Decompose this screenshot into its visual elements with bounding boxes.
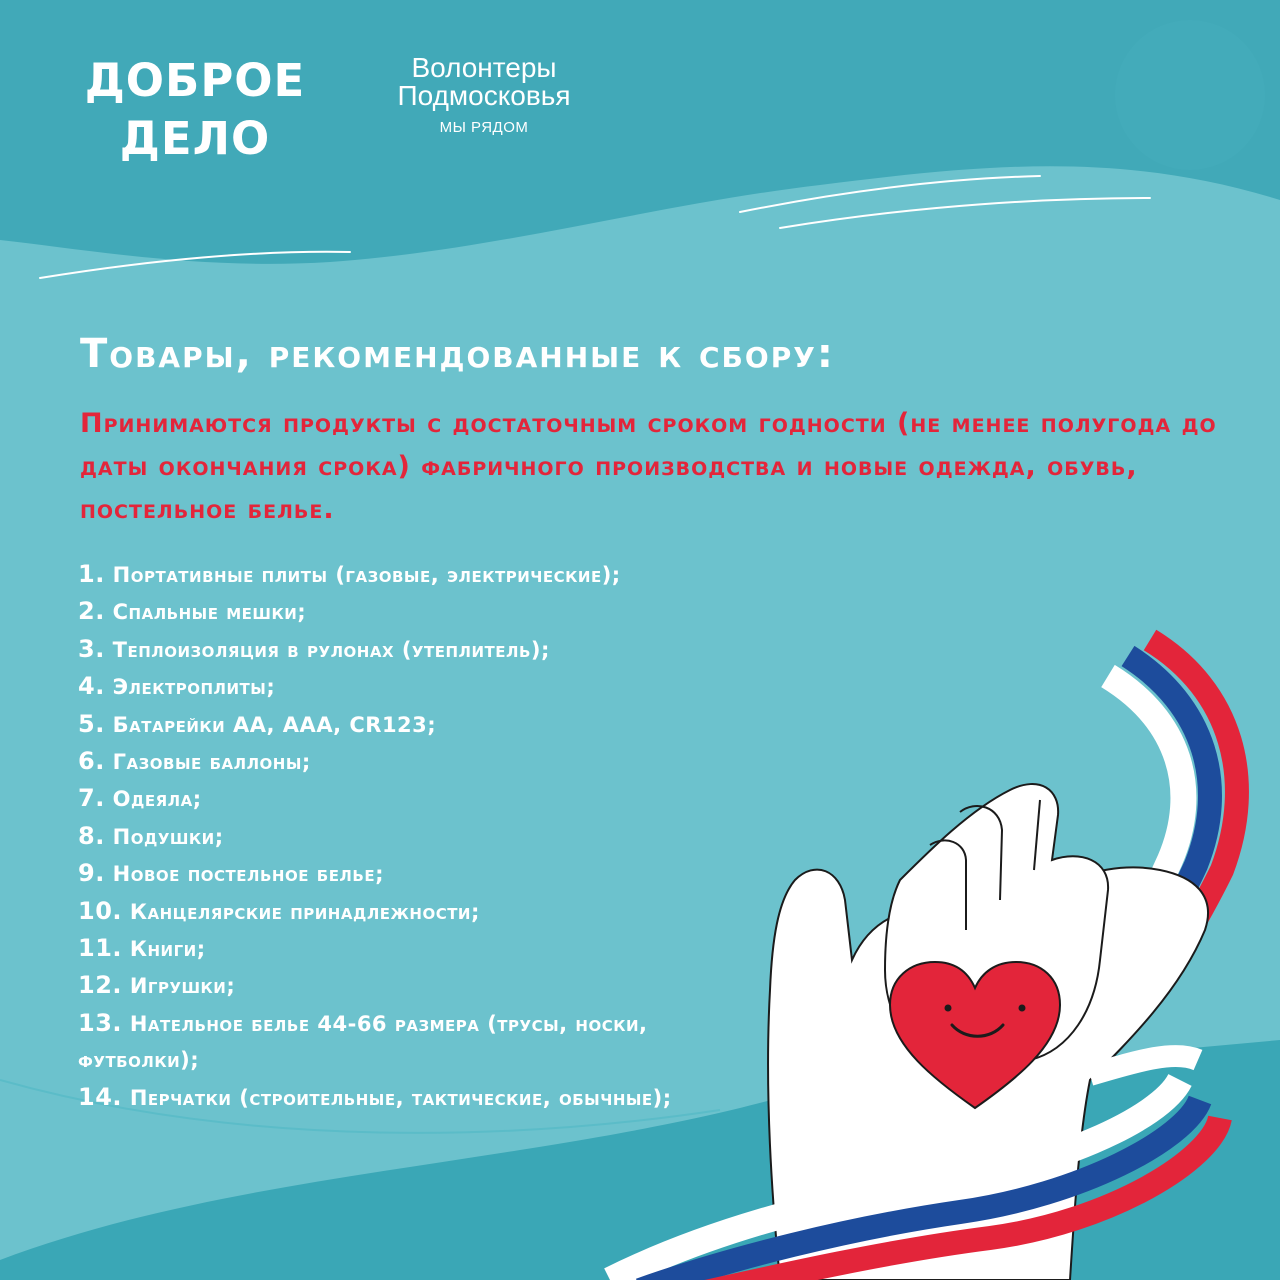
dobroe-delo-logo <box>80 52 310 168</box>
item-number: 14. <box>78 1082 123 1111</box>
page-title: Товары, рекомендованные к сбору: <box>80 331 835 377</box>
logo-line-2: ДЕЛО <box>119 112 271 165</box>
hands-heart-illustration <box>600 620 1280 1280</box>
item-number: 2. <box>78 597 105 626</box>
item-text: Одеяла; <box>112 787 202 812</box>
item-number: 6. <box>78 747 105 776</box>
volunteers-logo-line-2: Подмосковья <box>397 80 571 111</box>
item-number: 10. <box>78 896 123 925</box>
item-text: Перчатки (строительные, тактические, обычные); <box>129 1085 672 1110</box>
item-text: Электроплиты; <box>112 675 276 700</box>
volunteers-tagline: МЫ РЯДОМ <box>439 119 529 136</box>
item-number: 7. <box>78 784 105 813</box>
logo-line-1: ДОБРОЕ <box>84 54 306 107</box>
item-number: 9. <box>78 859 105 888</box>
item-text: Книги; <box>129 937 206 962</box>
item-text: Спальные мешки; <box>112 600 307 625</box>
item-number: 13. <box>78 1008 123 1037</box>
item-number: 4. <box>78 672 105 701</box>
item-text: Нательное белье 44-66 размера (трусы, носки, футболки); <box>78 1011 648 1073</box>
volunteers-logo-line-1: Волонтеры <box>411 52 557 83</box>
item-number: 12. <box>78 971 123 1000</box>
item-text: Батарейки АА, ААА, CR123; <box>112 712 437 737</box>
item-text: Портативные плиты (газовые, электрические); <box>112 563 621 587</box>
item-text: Теплоизоляция в рулонах (утеплитель); <box>112 637 550 662</box>
acceptance-note: Принимаются продукты с достаточным сроком годности (не менее полугода до даты окончания срока) фабричного производства и новые одежда, обувь, постельное белье. <box>80 408 1217 525</box>
item-number: 11. <box>78 934 123 963</box>
item-number: 5. <box>78 709 105 738</box>
list-item <box>78 556 698 593</box>
item-text: Новое постельное белье; <box>112 862 384 887</box>
item-number: 1. <box>78 560 105 588</box>
volunteers-logo <box>362 54 606 140</box>
item-number: 3. <box>78 634 105 663</box>
item-text: Канцелярские принадлежности; <box>129 899 480 924</box>
item-text: Подушки; <box>112 824 224 849</box>
item-text: Игрушки; <box>129 974 236 999</box>
item-number: 8. <box>78 821 105 850</box>
item-text: Газовые баллоны; <box>112 750 311 775</box>
